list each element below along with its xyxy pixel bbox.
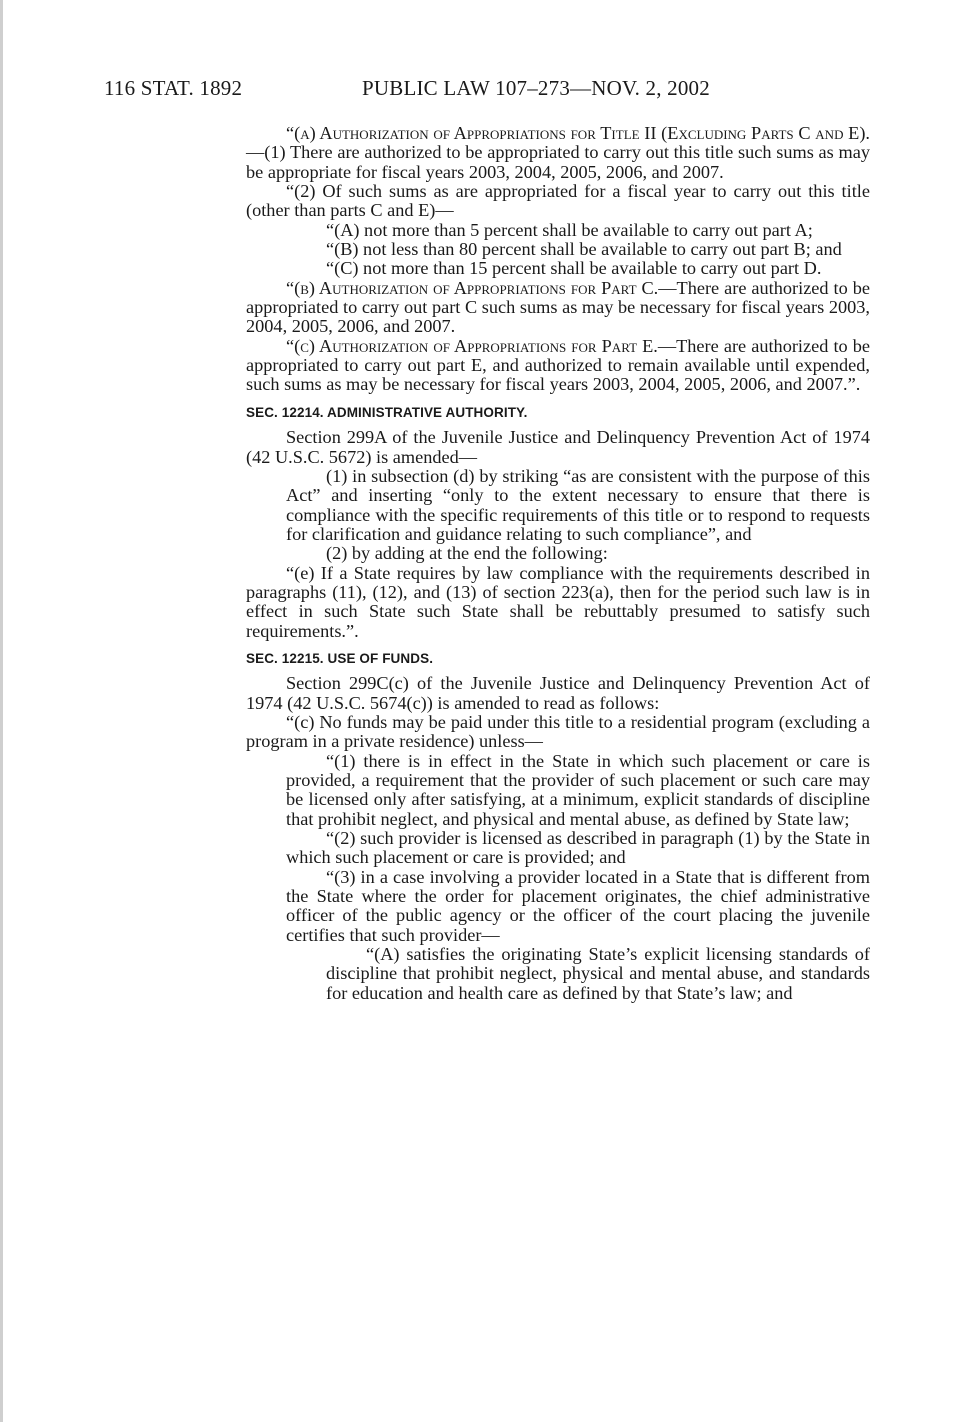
document-body — [246, 124, 870, 1003]
page-reference: 116 STAT. 1892 — [104, 76, 243, 100]
sec-12214-item-2: (2) by adding at the end the following: — [326, 543, 608, 564]
sec-12214-intro: Section 299A of the Juvenile Justice and Delinquency Prevention Act of 1974 (42 U.S.C. 5672) is amended— — [246, 427, 870, 467]
para-a2-B: “(B) not less than 80 percent shall be available to carry out part B; and — [326, 239, 842, 260]
sec-12215-item-3-A: “(A) satisfies the originating State’s explicit licensing standards of discipline that prohibit neglect, physical and mental abuse, and standards for education and health care as defined by that State’s law; and — [326, 944, 870, 1003]
sec-12214-subsection-e: “(e) If a State requires by law compliance with the requirements described in paragraphs (11), (12), and (13) of section 223(a), then for the period such law is in effect in such State such State shall be rebuttably presumed to satisfy such requirements.”. — [246, 562, 870, 641]
para-c — [246, 337, 870, 395]
para-b-text: —There are authorized to be appropriated to carry out part C such sums as may be necessary for fiscal years 2003, 2004, 2005, 2006, and 2007. — [246, 277, 870, 337]
sec-12215-intro: Section 299C(c) of the Juvenile Justice and Delinquency Prevention Act of 1974 (42 U.S.C. 5674(c)) is amended to read as follows: — [246, 673, 870, 713]
para-a — [246, 124, 870, 182]
section-12214-heading: SEC. 12214. ADMINISTRATIVE AUTHORITY. — [246, 404, 528, 420]
para-a2: “(2) Of such sums as are appropriated for a fiscal year to carry out this title (other than parts C and E)— — [246, 181, 870, 221]
para-a-text: —(1) There are authorized to be appropriated to carry out this title such sums as may be appropriate for fiscal years 2003, 2004, 2005, 2006, and 2007. — [246, 142, 870, 182]
law-reference: PUBLIC LAW 107–273—NOV. 2, 2002 — [362, 76, 710, 100]
scan-edge — [0, 0, 3, 1422]
para-c-heading: “(c) Authorization of Appropriations for Part E. — [286, 335, 658, 356]
sec-12215-subsection-c: “(c) No funds may be paid under this title to a residential program (excluding a program in a private residence) unless— — [246, 711, 870, 752]
para-a2-A: “(A) not more than 5 percent shall be available to carry out part A; — [326, 219, 813, 240]
sec-12215-item-3: “(3) in a case involving a provider located in a State that is different from the State where the order for placement originates, the chief administrative officer of the public agency or the officer of the court placing the juvenile certifies that such provider— — [286, 866, 870, 945]
sec-12215-item-2: “(2) such provider is licensed as described in paragraph (1) by the State in which such placement or care is provided; and — [286, 828, 870, 868]
para-c-text: —There are authorized to be appropriated to carry out part E, and authorized to remain available until expended, such sums as may be necessary for fiscal years 2003, 2004, 2005, 2006, and 2007.”. — [246, 335, 870, 395]
para-a2-C: “(C) not more than 15 percent shall be available to carry out part D. — [326, 258, 822, 279]
para-a-heading: “(a) Authorization of Appropriations for Title II (Excluding Parts C and E). — [286, 123, 870, 143]
sec-12214-item-1: (1) in subsection (d) by striking “as are consistent with the purpose of this Act” and inserting “only to the extent necessary to ensure that there is compliance with the specific requirements of this title or to respond to requests for clarification and guidance relating to such compliance”, and — [286, 465, 870, 544]
para-b — [246, 279, 870, 337]
sec-12215-item-1: “(1) there is in effect in the State in which such placement or care is provided, a requirement that the provider of such placement or such care may be licensed only after satisfying, at a minimum, explicit standards of discipline that prohibit neglect, and physical and mental abuse, as defined by State law; — [286, 750, 870, 829]
section-12215-heading: SEC. 12215. USE OF FUNDS. — [246, 650, 434, 666]
para-b-heading: “(b) Authorization of Appropriations for Part C. — [286, 277, 659, 298]
